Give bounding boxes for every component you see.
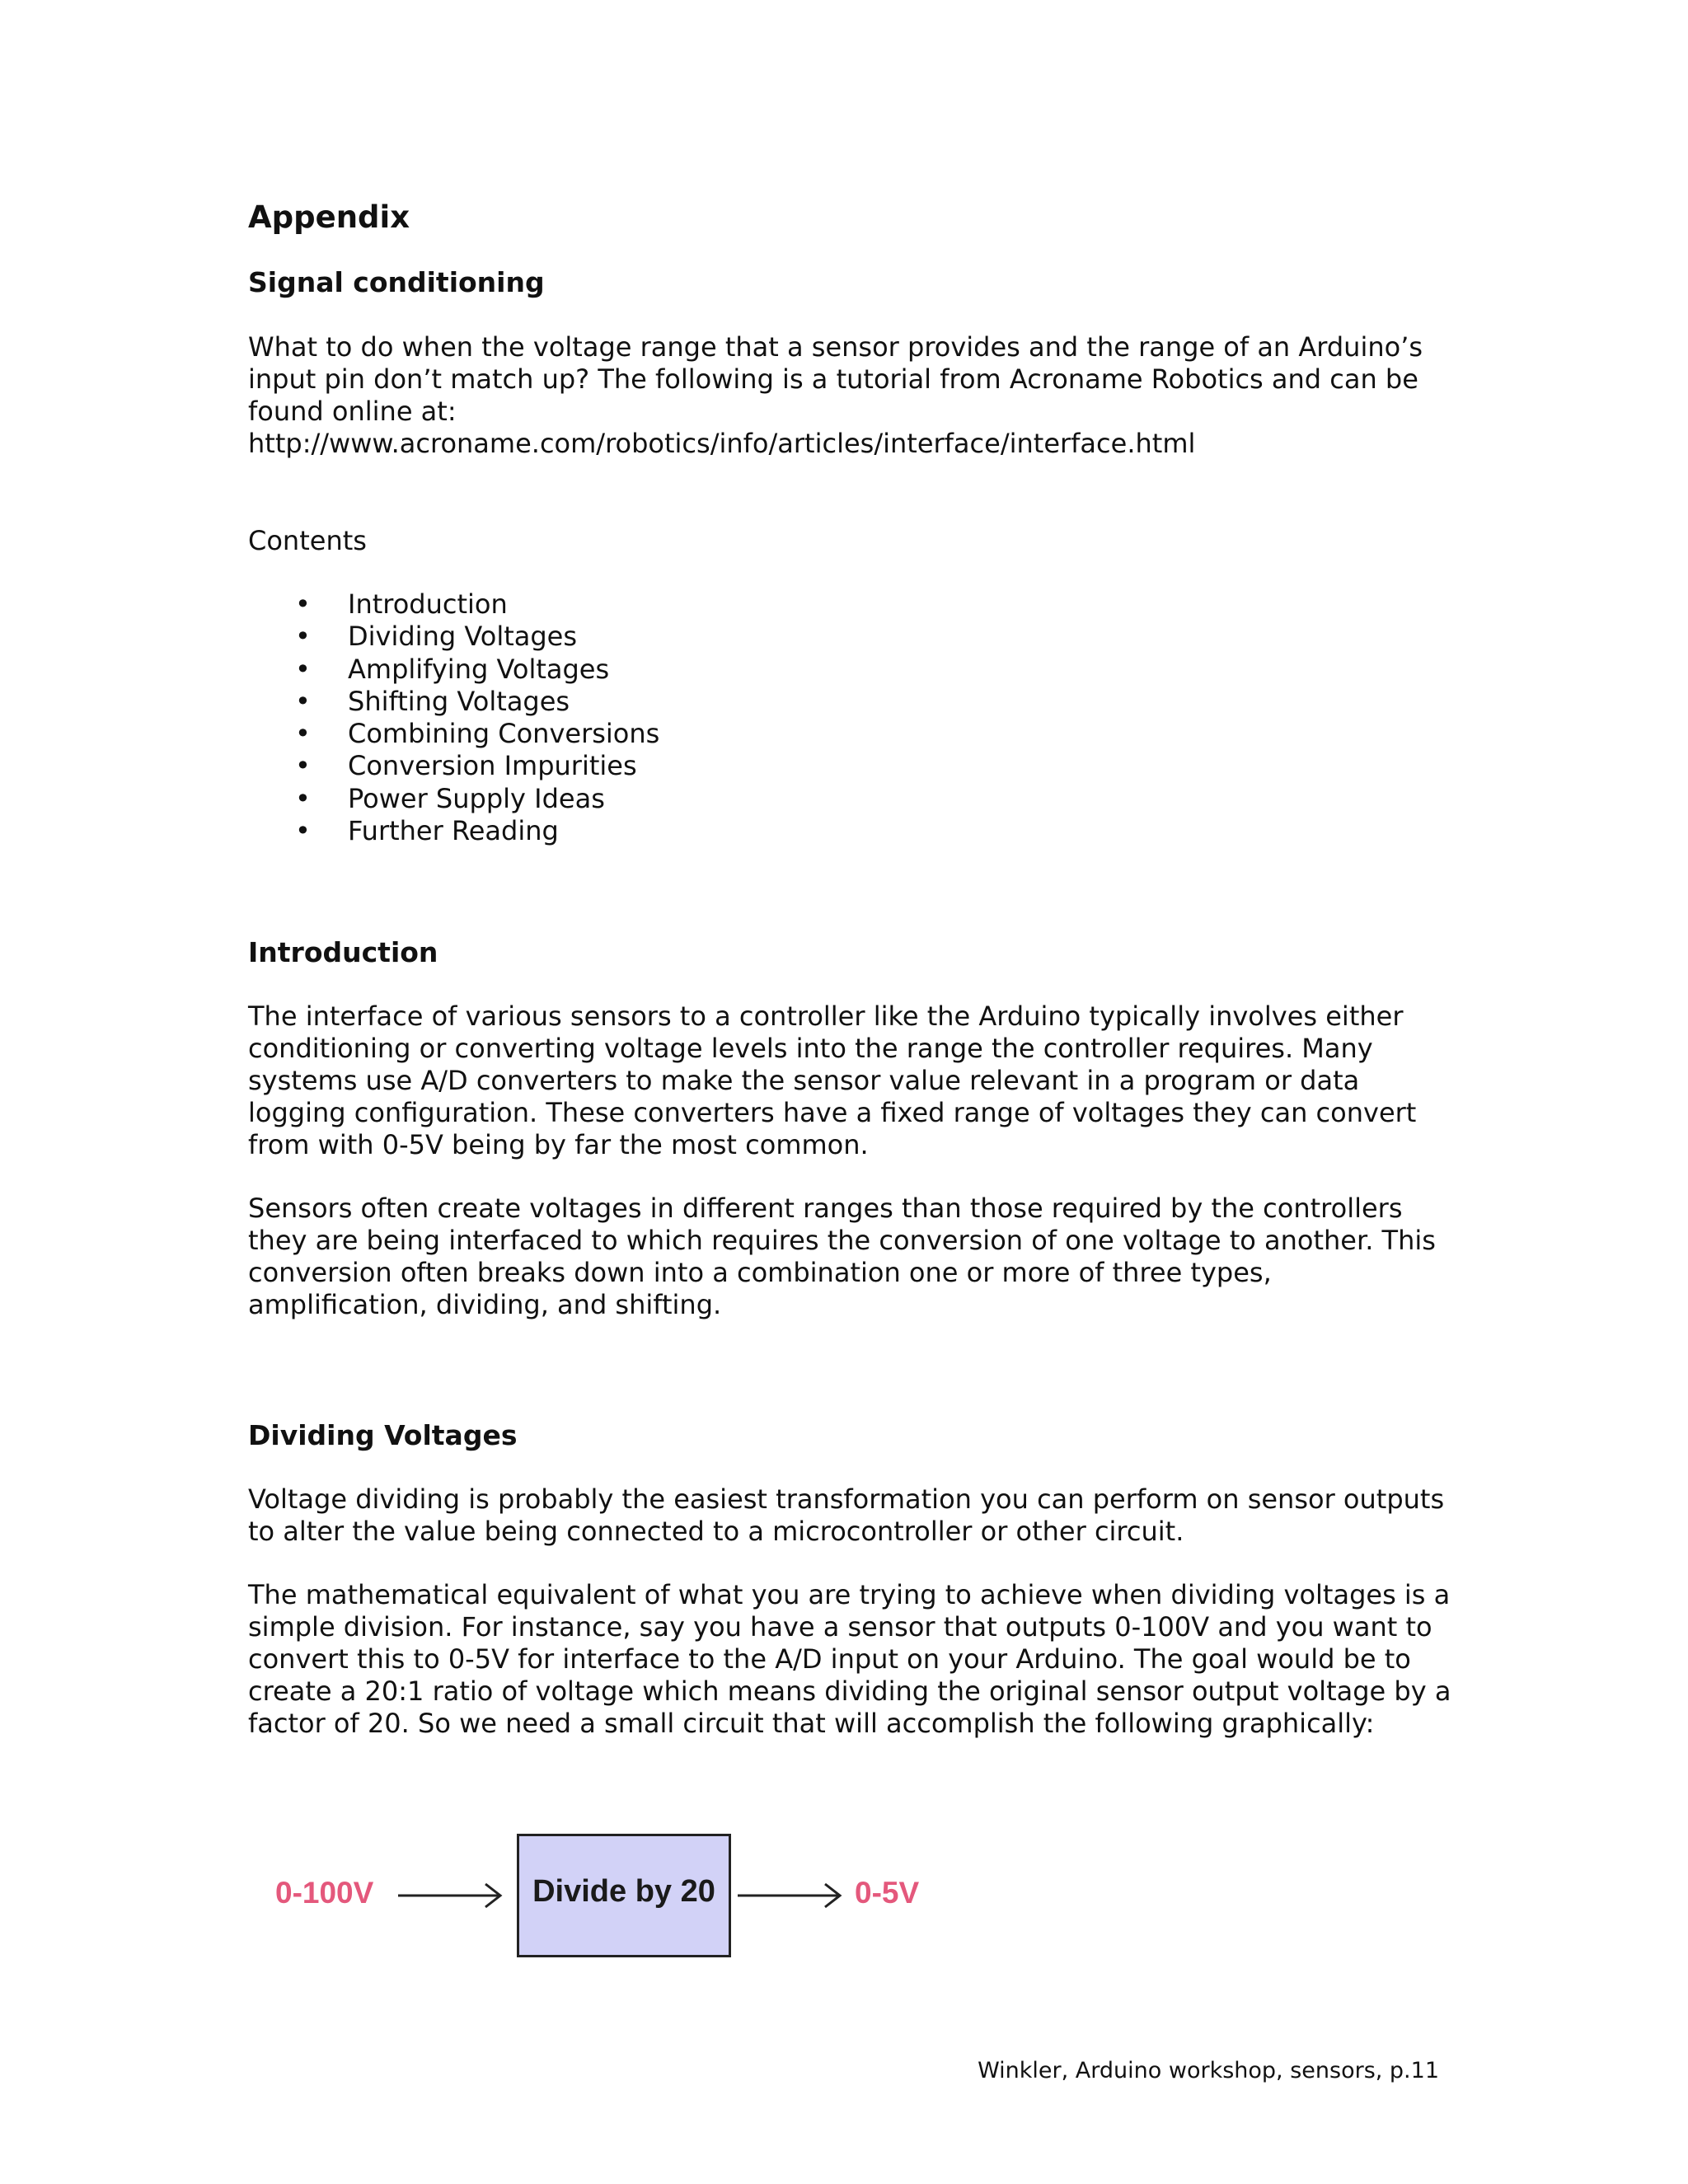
contents-item: • Further Reading bbox=[295, 815, 559, 847]
document-body bbox=[248, 194, 1451, 1740]
dividing-paragraph: The mathematical equivalent of what you are trying to achieve when dividing voltages is a simple division. For instance, say you have a sensor that outputs 0-100V and you want to convert this to 0-5V for interface to the A/D input on your Arduino. The goal would be to create a 20:1 ratio of voltage which means dividing the original sensor output voltage by a factor of 20. So we need a small circuit that will accomplish the following graphically: bbox=[248, 1579, 1451, 1740]
arrow-right-icon bbox=[738, 1879, 845, 1912]
bullet-icon: • bbox=[295, 750, 311, 782]
section-title-signal-conditioning: Signal conditioning bbox=[248, 266, 545, 298]
dividing-paragraph: Voltage dividing is probably the easiest transformation you can perform on sensor outputs to alter the value being connected to a microcontroller or other circuit. bbox=[248, 1483, 1445, 1548]
page-footer: Winkler, Arduino workshop, sensors, p.11 bbox=[978, 2058, 1439, 2083]
contents-list bbox=[248, 588, 1451, 847]
contents-item: • Combining Conversions bbox=[295, 718, 660, 750]
section-title-dividing-voltages: Dividing Voltages bbox=[248, 1419, 518, 1452]
intro-text: What to do when the voltage range that a sensor provides and the range of an Arduino’s input pin don’t match up? The following is a tutorial from Acroname Robotics and can be found online at: bbox=[248, 331, 1423, 427]
bullet-icon: • bbox=[295, 685, 311, 717]
divide-box bbox=[517, 1834, 731, 1957]
bullet-icon: • bbox=[295, 815, 311, 847]
diagram-input-label: 0-100V bbox=[275, 1876, 374, 1910]
arrow-right-icon bbox=[398, 1879, 505, 1912]
contents-item: • Introduction bbox=[295, 588, 508, 620]
contents-item: • Amplifying Voltages bbox=[295, 653, 610, 685]
divide-diagram bbox=[264, 1830, 940, 1961]
bullet-icon: • bbox=[295, 621, 311, 653]
intro-paragraph bbox=[248, 331, 1451, 460]
introduction-paragraph: The interface of various sensors to a controller like the Arduino typically involves either conditioning or converting voltage levels into the range the controller requires. Many systems use A/D converters to make the sensor value relevant in a program or data logging configuration. These converters have a fixed range of voltages they can convert from with 0-5V being by far the most common. bbox=[248, 1001, 1417, 1161]
diagram-output-label: 0-5V bbox=[855, 1876, 920, 1910]
contents-item: • Power Supply Ideas bbox=[295, 782, 605, 814]
source-url-link[interactable]: http://www.acroname.com/robotics/info/articles/interface/interface.html bbox=[248, 428, 1196, 459]
contents-item: • Shifting Voltages bbox=[295, 685, 570, 717]
divide-box-label: Divide by 20 bbox=[532, 1874, 715, 1909]
bullet-icon: • bbox=[295, 588, 311, 620]
contents-item: • Conversion Impurities bbox=[295, 750, 637, 782]
bullet-icon: • bbox=[295, 718, 311, 750]
section-title-introduction: Introduction bbox=[248, 936, 438, 969]
contents-label: Contents bbox=[248, 525, 367, 556]
bullet-icon: • bbox=[295, 782, 311, 814]
page-heading: Appendix bbox=[248, 199, 410, 235]
contents-item: • Dividing Voltages bbox=[295, 621, 578, 653]
bullet-icon: • bbox=[295, 653, 311, 685]
introduction-paragraph: Sensors often create voltages in different ranges than those required by the controllers they are being interfaced to which requires the conversion of one voltage to another. This conversion often breaks down into a combination one or more of three types, amplification, dividing, and shifting. bbox=[248, 1193, 1436, 1321]
